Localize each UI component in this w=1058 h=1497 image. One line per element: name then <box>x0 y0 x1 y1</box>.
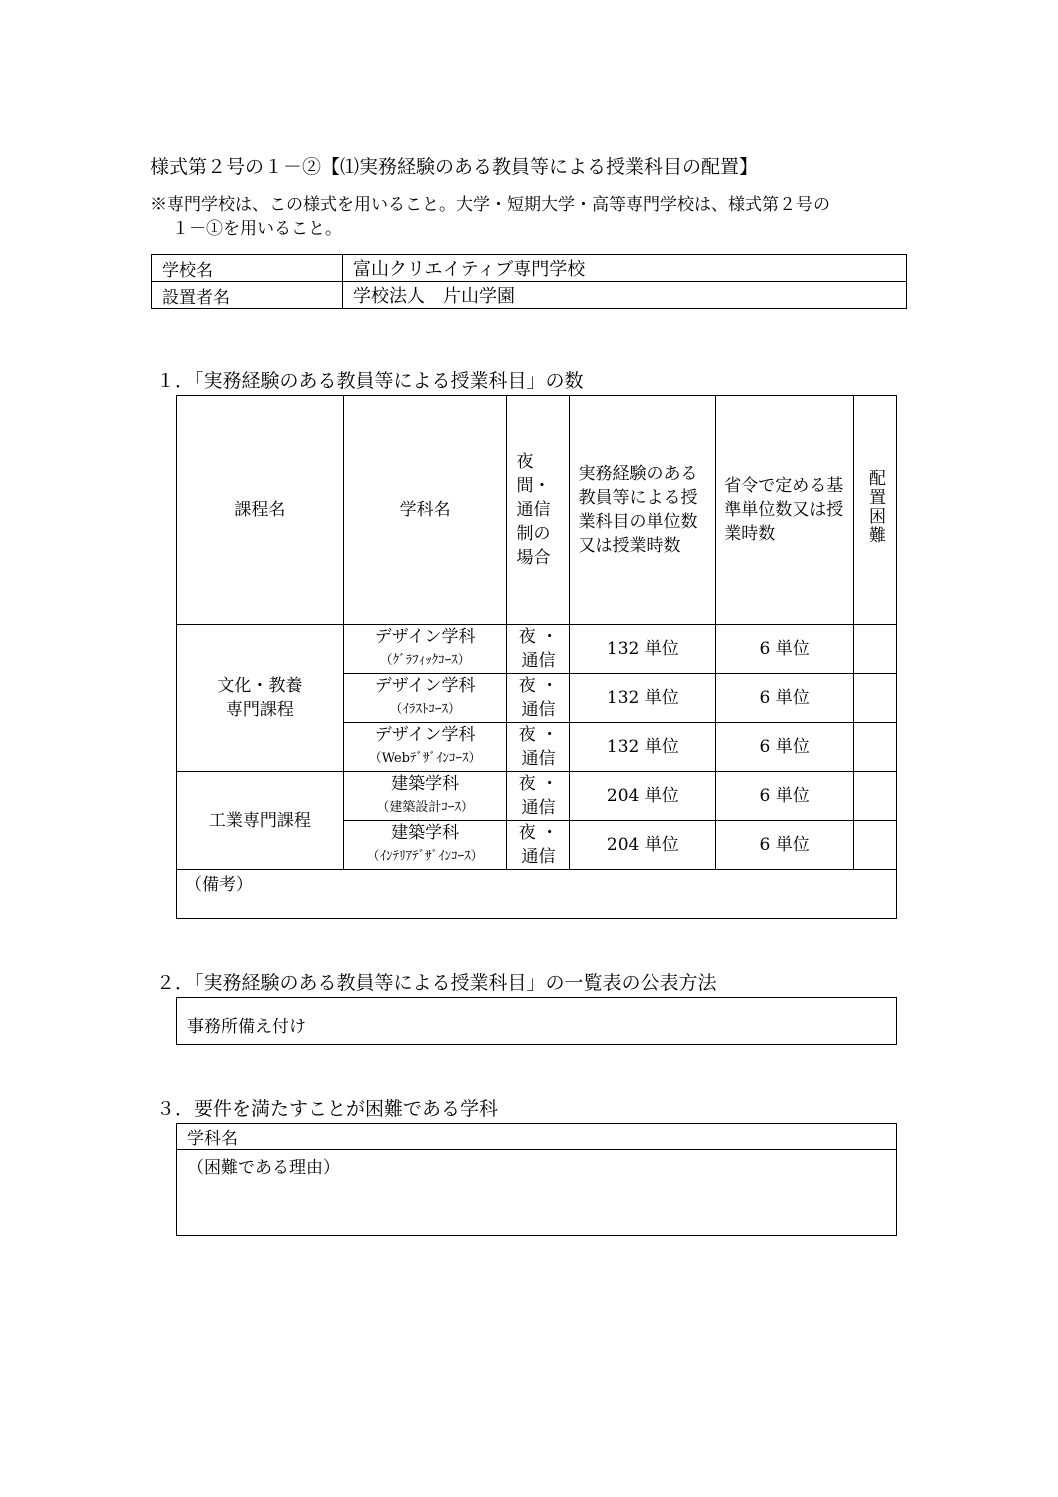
difficulty-cell <box>854 674 897 723</box>
dept-cell: デザイン学科 （Webﾃﾞｻﾞｲﾝｺｰｽ） <box>343 723 507 772</box>
founder-value: 学校法人 片山学園 <box>343 282 907 309</box>
difficulty-table <box>176 1123 897 1236</box>
section3-heading: ３．要件を満たすことが困難である学科 <box>156 1098 499 1120</box>
header-department: 学科名 <box>343 396 507 625</box>
units-cell: 132 単位 <box>570 723 716 772</box>
night-cell: 夜 ・ 通信 <box>507 674 570 723</box>
difficulty-dept-label: 学科名 <box>177 1124 897 1150</box>
founder-label: 設置者名 <box>152 282 343 309</box>
publication-method-table <box>176 997 897 1045</box>
standard-cell: 6 単位 <box>716 821 854 870</box>
standard-cell: 6 単位 <box>716 772 854 821</box>
school-name-label: 学校名 <box>152 255 343 282</box>
form-title: 様式第２号の１－②【⑴実務経験のある教員等による授業科目の配置】 <box>150 156 759 178</box>
section2-heading: ２．「実務経験のある教員等による授業科目」の一覧表の公表方法 <box>156 972 717 994</box>
night-cell: 夜 ・ 通信 <box>507 772 570 821</box>
header-course: 課程名 <box>177 396 344 625</box>
remarks-label: （備考） <box>185 875 253 895</box>
night-cell: 夜 ・ 通信 <box>507 723 570 772</box>
dept-cell: デザイン学科 （ｸﾞﾗﾌｨｯｸｺｰｽ） <box>343 625 507 674</box>
units-cell: 132 単位 <box>570 625 716 674</box>
difficulty-cell <box>854 723 897 772</box>
header-units: 実務経験のある教員等による授業科目の単位数又は授業時数 <box>570 396 716 625</box>
remarks-cell <box>177 870 897 919</box>
difficulty-cell <box>854 821 897 870</box>
night-cell: 夜 ・ 通信 <box>507 821 570 870</box>
difficulty-reason-label: （困難である理由） <box>177 1150 897 1236</box>
difficulty-cell <box>854 772 897 821</box>
dept-cell: デザイン学科 （ｲﾗｽﾄｺｰｽ） <box>343 674 507 723</box>
difficulty-cell <box>854 625 897 674</box>
header-night: 夜間・通信制の場合 <box>507 396 570 625</box>
units-cell: 204 単位 <box>570 772 716 821</box>
note-line-2: １－①を用いること。 <box>172 219 342 239</box>
courses-table <box>176 395 897 919</box>
night-cell: 夜 ・ 通信 <box>507 625 570 674</box>
course-cell-culture: 文化・教養 専門課程 <box>177 625 344 772</box>
units-cell: 204 単位 <box>570 821 716 870</box>
units-cell: 132 単位 <box>570 674 716 723</box>
section1-heading: １．「実務経験のある教員等による授業科目」の数 <box>156 370 584 392</box>
dept-cell: 建築学科 （ｲﾝﾃﾘｱﾃﾞｻﾞｲﾝｺｰｽ） <box>343 821 507 870</box>
standard-cell: 6 単位 <box>716 723 854 772</box>
note-line-1: ※専門学校は、この様式を用いること。大学・短期大学・高等専門学校は、様式第２号の <box>150 195 830 215</box>
school-name-value: 富山クリエイティブ専門学校 <box>343 255 907 282</box>
header-standard: 省令で定める基準単位数又は授業時数 <box>716 396 854 625</box>
dept-cell: 建築学科 （建築設計ｺｰｽ） <box>343 772 507 821</box>
standard-cell: 6 単位 <box>716 674 854 723</box>
publication-method-value: 事務所備え付け <box>177 998 897 1045</box>
school-info-table <box>151 254 907 309</box>
header-difficulty: 配置困難 <box>854 396 897 625</box>
standard-cell: 6 単位 <box>716 625 854 674</box>
course-cell-industry: 工業専門課程 <box>177 772 344 870</box>
